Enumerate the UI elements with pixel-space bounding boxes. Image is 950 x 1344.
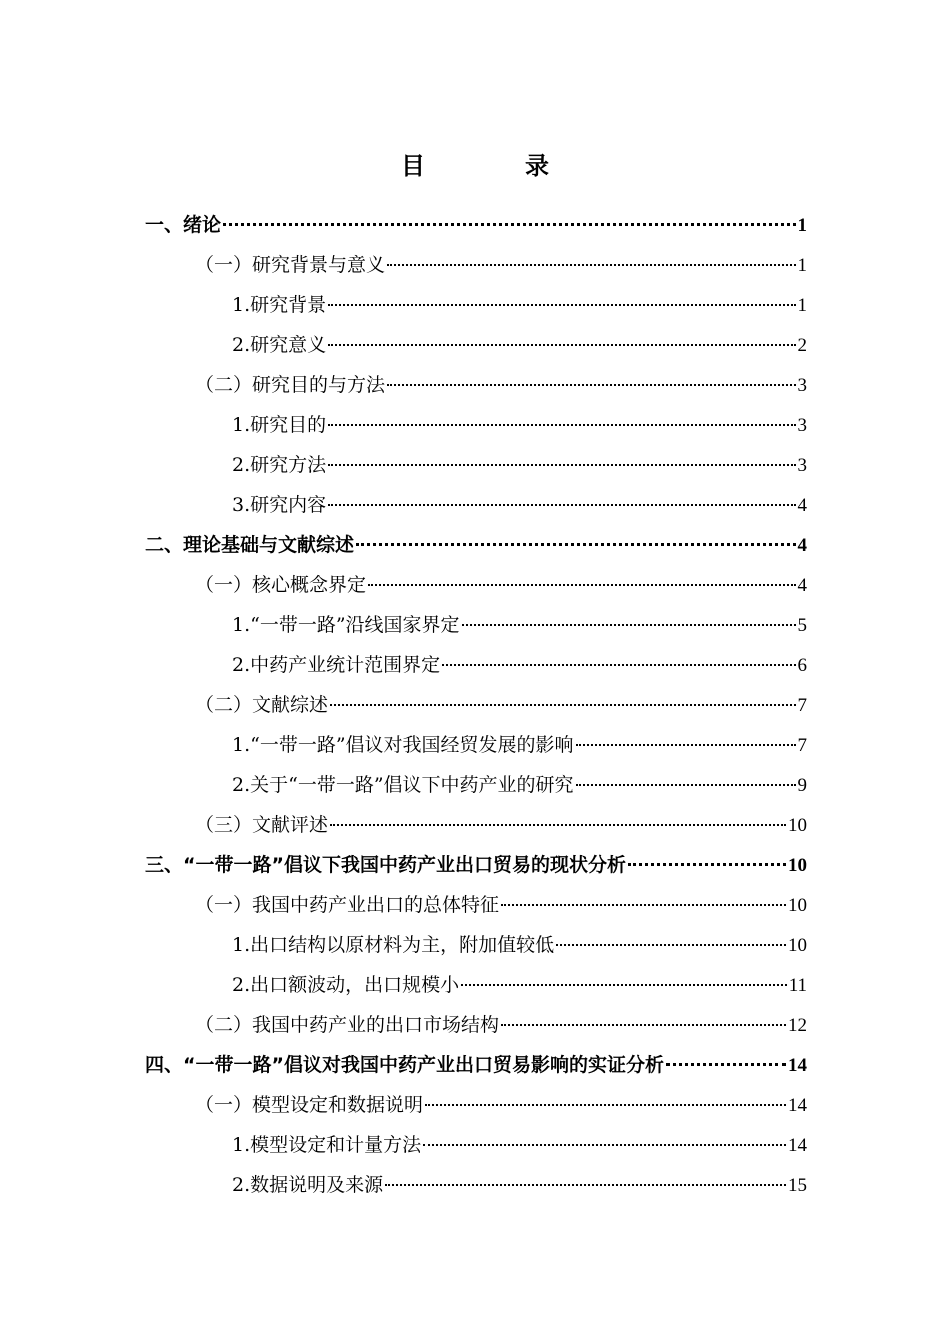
toc-entry[interactable] [145,925,807,965]
toc-entry-page: 5 [797,615,807,636]
dot-leader [423,1144,786,1146]
toc-entry[interactable] [145,965,807,1005]
toc-entry[interactable] [145,325,807,365]
toc-entry[interactable] [145,285,807,325]
toc-entry-label: （二）文献综述 [195,694,329,716]
dot-leader [328,304,795,306]
toc-entry-label: （一）模型设定和数据说明 [195,1094,424,1116]
toc-entry-page: 14 [788,1095,807,1116]
toc-entry[interactable] [145,1005,807,1045]
toc-entry[interactable] [145,365,807,405]
toc-entry-label: 二、理论基础与文献综述 [145,534,355,556]
toc-entry[interactable] [145,765,807,805]
dot-leader [387,384,795,386]
toc-entry-page: 10 [788,935,807,956]
toc-entry-page: 2 [797,335,807,356]
toc-entry[interactable] [145,645,807,685]
toc-entry-page: 15 [788,1175,807,1196]
toc-entry[interactable] [145,525,807,565]
toc-entry-label: 1.模型设定和计量方法 [232,1134,422,1156]
dot-leader [330,704,795,706]
title-char-1: 目 [401,152,425,180]
dot-leader [387,264,795,266]
toc-entry-page: 1 [797,255,807,276]
toc-entry-label: （一）研究背景与意义 [195,254,386,276]
toc-entry-label: 1.出口结构以原材料为主，附加值较低 [232,934,555,956]
toc-entry-page: 9 [797,775,807,796]
dot-leader [666,1063,786,1066]
toc-entry-page: 10 [788,895,807,916]
dot-leader [576,784,796,786]
toc-entry-label: （一）核心概念界定 [195,574,367,596]
toc-entry[interactable] [145,485,807,525]
toc-entry-label: 1.研究背景 [232,294,327,316]
toc-entry-page: 7 [797,735,807,756]
toc-entry[interactable] [145,1165,807,1205]
dot-leader [328,464,795,466]
toc-entry-label: 1.研究目的 [232,414,327,436]
toc-entry-label: 三、“一带一路”倡议下我国中药产业出口贸易的现状分析 [145,854,626,876]
dot-leader [462,624,796,626]
toc-entry-label: 四、“一带一路”倡议对我国中药产业出口贸易影响的实证分析 [145,1054,664,1076]
toc-entry-label: 2.研究意义 [232,334,327,356]
toc-entry[interactable] [145,1045,807,1085]
dot-leader [356,543,795,546]
dot-leader [328,424,795,426]
toc-entry[interactable] [145,405,807,445]
dot-leader [328,344,795,346]
toc-entry[interactable] [145,685,807,725]
toc-entry-label: （二）研究目的与方法 [195,374,386,396]
toc-entry-label: （二）我国中药产业的出口市场结构 [195,1014,500,1036]
toc-entry[interactable] [145,445,807,485]
toc-entry-label: 2.关于“一带一路”倡议下中药产业的研究 [232,774,574,796]
toc-entry-label: （一）我国中药产业出口的总体特征 [195,894,500,916]
toc-entry[interactable] [145,805,807,845]
toc-entry-label: 一、绪论 [145,214,222,236]
dot-leader [425,1104,786,1106]
toc-entry-label: 1.“一带一路”倡议对我国经贸发展的影响 [232,734,574,756]
dot-leader [442,664,795,666]
toc-entry-page: 14 [788,1135,807,1156]
toc-entry-label: 3.研究内容 [232,494,327,516]
toc-entry-label: 1.“一带一路”沿线国家界定 [232,614,460,636]
toc-entry-label: 2.出口额波动，出口规模小 [232,974,460,996]
toc-entry-page: 1 [797,215,807,236]
toc-entry-page: 6 [797,655,807,676]
toc-entry[interactable] [145,245,807,285]
toc-entry-page: 3 [797,415,807,436]
toc-entry-page: 3 [797,455,807,476]
dot-leader [223,223,795,226]
toc-entry-page: 4 [797,535,807,556]
dot-leader [330,824,786,826]
toc-entry-page: 4 [797,575,807,596]
toc-entry[interactable] [145,1125,807,1165]
toc-entry-page: 7 [797,695,807,716]
title-char-2: 录 [525,152,549,180]
toc-entry[interactable] [145,845,807,885]
toc-entry-page: 1 [797,295,807,316]
toc-entry-page: 11 [788,975,807,996]
toc-entry[interactable] [145,565,807,605]
toc-entry-page: 14 [788,1055,807,1076]
toc-entry[interactable] [145,885,807,925]
toc-entry-page: 10 [788,815,807,836]
dot-leader [501,1024,786,1026]
toc-entry-page: 10 [788,855,807,876]
page-title [0,146,950,181]
toc-entry-label: （三）文献评述 [195,814,329,836]
toc-entry-page: 3 [797,375,807,396]
toc-entry[interactable] [145,605,807,645]
toc-entry-label: 2.研究方法 [232,454,327,476]
toc-entry[interactable] [145,1085,807,1125]
dot-leader [385,1184,786,1186]
toc-entry[interactable] [145,725,807,765]
dot-leader [461,984,787,986]
dot-leader [556,944,786,946]
toc-entry-page: 4 [797,495,807,516]
table-of-contents [145,205,807,1205]
toc-entry-page: 12 [788,1015,807,1036]
toc-entry-label: 2.中药产业统计范围界定 [232,654,441,676]
dot-leader [501,904,786,906]
dot-leader [328,504,795,506]
toc-entry-label: 2.数据说明及来源 [232,1174,384,1196]
dot-leader [576,744,796,746]
dot-leader [628,863,786,866]
toc-entry[interactable] [145,205,807,245]
dot-leader [368,584,795,586]
